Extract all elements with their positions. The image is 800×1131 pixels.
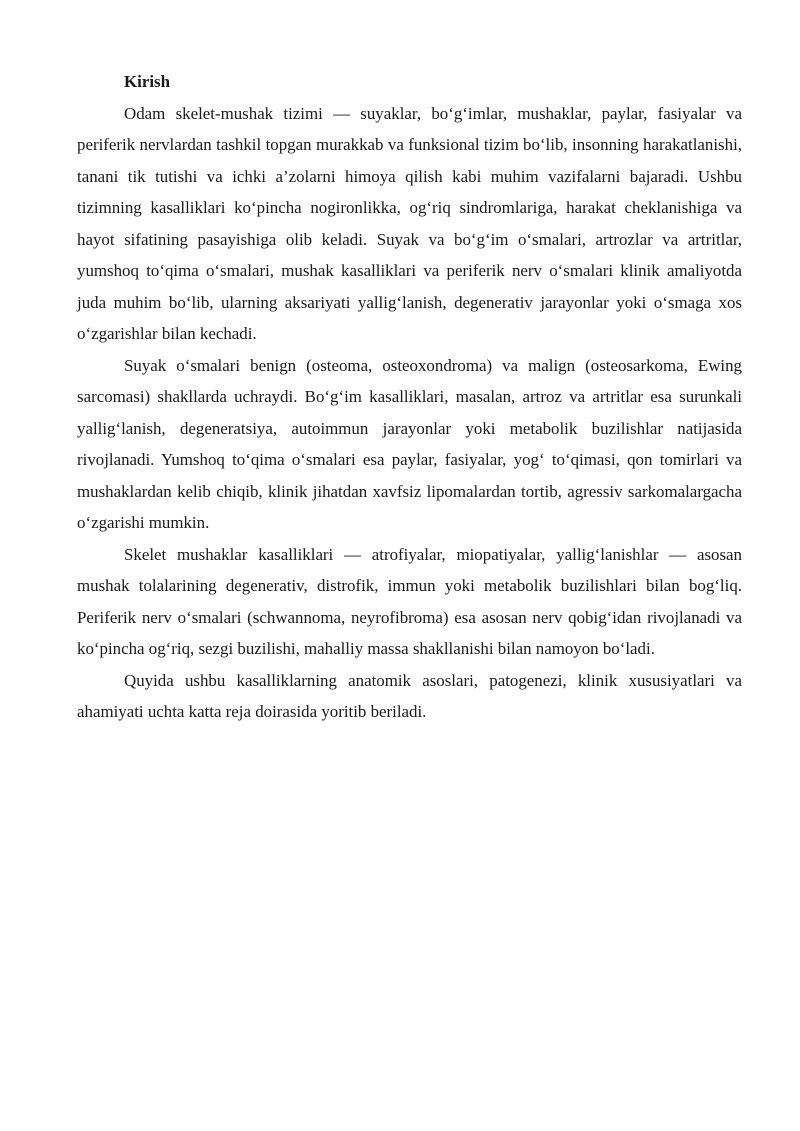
- section-heading: Kirish: [124, 72, 170, 91]
- document-body: [77, 66, 742, 728]
- paragraph-muscle-diseases: Skelet mushaklar kasalliklari — atrofiyalar, miopatiyalar, yallig‘lanishlar — asosan mushak tolalarining degenerativ, distrofik, immun yoki metabolik buzilishlari bilan bog‘liq. Periferik nerv o‘smalari (schwannoma, neyrofibroma) esa asosan nerv qobig‘idan rivojlanadi va ko‘pincha og‘riq, sezgi buzilishi, mahalliy massa shakllanishi bilan namoyon bo‘ladi.: [77, 544, 742, 658]
- paragraph-intro: Odam skelet-mushak tizimi — suyaklar, bo‘g‘imlar, mushaklar, paylar, fasiyalar va periferik nervlardan tashkil topgan murakkab va funksional tizim bo‘lib, insonning harakatlanishi, tanani tik tutishi va ichki a’zolarni himoya qilish kabi muhim vazifalarni bajaradi. Ushbu tizimning kasalliklari ko‘pincha nogironlikka, og‘riq sindromlariga, harakat cheklanishiga va hayot sifatining pasayishiga olib keladi. Suyak va bo‘g‘im o‘smalari, artrozlar va artritlar, yumshoq to‘qima o‘smalari, mushak kasalliklari va periferik nerv o‘smalari klinik amaliyotda juda muhim bo‘lib, ularning aksariyati yallig‘lanish, degenerativ jarayonlar yoki o‘smaga xos o‘zgarishlar bilan kechadi.: [77, 103, 742, 343]
- paragraph-bone-tumors: Suyak o‘smalari benign (osteoma, osteoxondroma) va malign (osteosarkoma, Ewing sarcomasi) shakllarda uchraydi. Bo‘g‘im kasalliklari, masalan, artroz va artritlar esa surunkali yallig‘lanish, degeneratsiya, autoimmun jarayonlar yoki metabolik buzilishlar natijasida rivojlanadi. Yumshoq to‘qima o‘smalari esa paylar, fasiyalar, yog‘ to‘qimasi, qon tomirlari va mushaklardan kelib chiqib, klinik jihatdan xavfsiz lipomalardan tortib, agressiv sarkomalargacha o‘zgarishi mumkin.: [77, 355, 742, 532]
- paragraph-outline: Quyida ushbu kasalliklarning anatomik asoslari, patogenezi, klinik xususiyatlari va ahamiyati uchta katta reja doirasida yoritib beriladi.: [77, 670, 742, 721]
